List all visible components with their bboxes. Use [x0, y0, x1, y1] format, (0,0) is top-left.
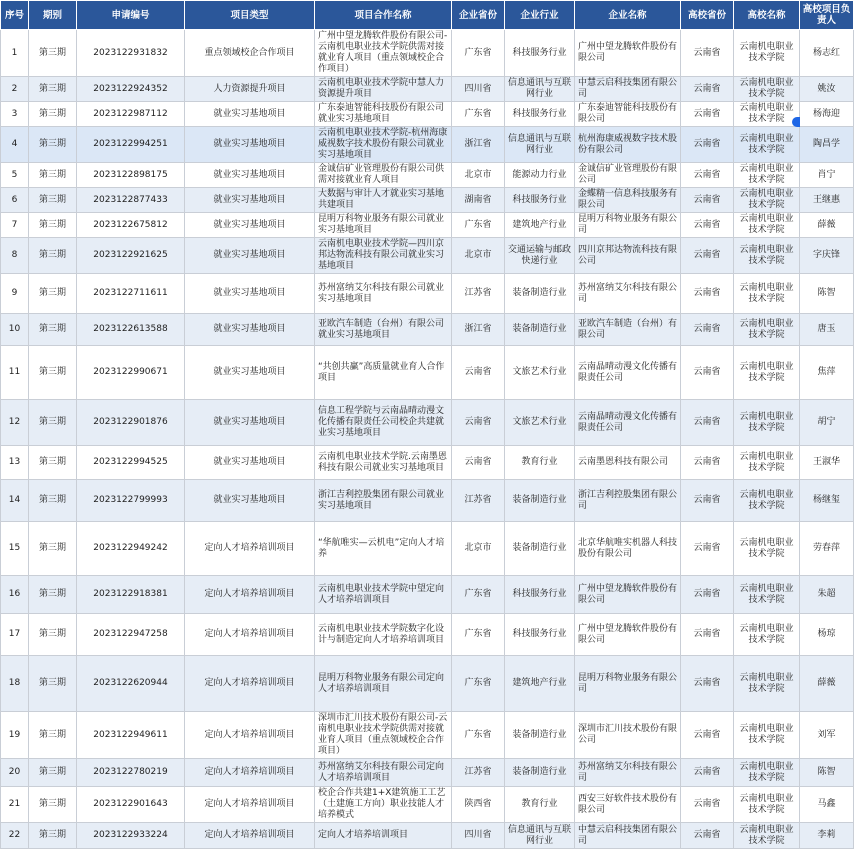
cell-project-name: 大数据与审计人才就业实习基地共建项目	[315, 188, 452, 213]
cell-project-type: 就业实习基地项目	[185, 238, 315, 274]
cell-company-name: 广州中望龙腾软件股份有限公司	[575, 614, 681, 656]
cell-project-name: 校企合作共建1+X建筑施工工艺（土建施工方向）职业技能人才培养模式	[315, 787, 452, 823]
cell-period: 第三期	[29, 759, 77, 787]
cell-project-name: 苏州富纳艾尔科技有限公司定向人才培养培训项目	[315, 759, 452, 787]
cell-application-no: 2023122987112	[77, 102, 185, 127]
table-row[interactable]	[1, 480, 854, 522]
cell-company-province: 江苏省	[452, 274, 505, 314]
cell-company-province: 广东省	[452, 30, 505, 77]
cell-school-name: 云南机电职业技术学院	[734, 77, 800, 102]
cell-project-type: 就业实习基地项目	[185, 213, 315, 238]
cell-school-lead: 王继惠	[800, 188, 854, 213]
cell-period: 第三期	[29, 823, 77, 849]
cell-company-name: 广东泰迪智能科技股份有限公司	[575, 102, 681, 127]
cell-school-lead: 李莉	[800, 823, 854, 849]
cell-index: 3	[1, 102, 29, 127]
cell-project-type: 就业实习基地项目	[185, 400, 315, 446]
cell-application-no: 2023122877433	[77, 188, 185, 213]
cell-period: 第三期	[29, 576, 77, 614]
cell-school-lead: 王淑华	[800, 446, 854, 480]
cell-school-province: 云南省	[681, 188, 734, 213]
cell-project-type: 就业实习基地项目	[185, 163, 315, 188]
cell-school-name: 云南机电职业技术学院	[734, 400, 800, 446]
cell-company-industry: 建筑地产行业	[505, 656, 575, 712]
table-row[interactable]	[1, 346, 854, 400]
table-row[interactable]	[1, 576, 854, 614]
cell-company-name: 金蝶精一信息科技服务有限公司	[575, 188, 681, 213]
cell-school-province: 云南省	[681, 30, 734, 77]
cell-school-name: 云南机电职业技术学院	[734, 823, 800, 849]
cell-company-province: 云南省	[452, 346, 505, 400]
cell-school-lead: 杨继玺	[800, 480, 854, 522]
cell-project-type: 就业实习基地项目	[185, 480, 315, 522]
cell-school-name: 云南机电职业技术学院	[734, 127, 800, 163]
cell-project-type: 定向人才培养培训项目	[185, 787, 315, 823]
cell-school-lead: 姚汝	[800, 77, 854, 102]
cell-company-industry: 能源动力行业	[505, 163, 575, 188]
cell-school-name: 云南机电职业技术学院	[734, 163, 800, 188]
cell-school-province: 云南省	[681, 400, 734, 446]
cell-index: 8	[1, 238, 29, 274]
cell-company-name: 苏州富纳艾尔科技有限公司	[575, 759, 681, 787]
cell-period: 第三期	[29, 522, 77, 576]
cell-school-name: 云南机电职业技术学院	[734, 346, 800, 400]
cell-period: 第三期	[29, 127, 77, 163]
cell-period: 第三期	[29, 213, 77, 238]
cell-school-province: 云南省	[681, 446, 734, 480]
cell-project-name: 昆明万科物业服务有限公司定向人才培养培训项目	[315, 656, 452, 712]
cell-company-name: 深圳市汇川技术股份有限公司	[575, 712, 681, 759]
cell-school-lead: 胡宁	[800, 400, 854, 446]
cell-project-name: 亚欧汽车制造（台州）有限公司就业实习基地项目	[315, 314, 452, 346]
cell-company-name: 浙江吉利控股集团有限公司	[575, 480, 681, 522]
cell-period: 第三期	[29, 188, 77, 213]
cell-project-name: 深圳市汇川技术股份有限公司-云南机电职业技术学院供需对接就业育人项目（重点领域校企合作项目）	[315, 712, 452, 759]
cell-school-province: 云南省	[681, 480, 734, 522]
cell-project-type: 定向人才培养培训项目	[185, 656, 315, 712]
cell-company-industry: 装备制造行业	[505, 274, 575, 314]
cell-school-name: 云南机电职业技术学院	[734, 446, 800, 480]
cell-school-province: 云南省	[681, 274, 734, 314]
table-row[interactable]	[1, 400, 854, 446]
cell-company-name: 中慧云启科技集团有限公司	[575, 823, 681, 849]
cell-project-name: 云南机电职业技术学院中慧人力资源提升项目	[315, 77, 452, 102]
cell-company-industry: 信息通讯与互联网行业	[505, 823, 575, 849]
cell-application-no: 2023122931832	[77, 30, 185, 77]
cell-index: 22	[1, 823, 29, 849]
col-header-school-name[interactable]: 高校名称	[734, 1, 800, 30]
table-row[interactable]	[1, 274, 854, 314]
cell-project-name: “共创共赢”高质量就业育人合作项目	[315, 346, 452, 400]
cell-project-name: 云南机电职业技术学院中望定向人才培养培训项目	[315, 576, 452, 614]
table-row[interactable]	[1, 787, 854, 823]
table-row[interactable]	[1, 30, 854, 77]
cell-company-industry: 教育行业	[505, 446, 575, 480]
cell-application-no: 2023122613588	[77, 314, 185, 346]
cell-index: 5	[1, 163, 29, 188]
cell-company-industry: 信息通讯与互联网行业	[505, 77, 575, 102]
cell-company-industry: 信息通讯与互联网行业	[505, 127, 575, 163]
cell-company-name: 杭州海康威视数字技术股份有限公司	[575, 127, 681, 163]
cell-application-no: 2023122933224	[77, 823, 185, 849]
cell-company-name: 广州中望龙腾软件股份有限公司	[575, 576, 681, 614]
cell-application-no: 2023122994251	[77, 127, 185, 163]
cell-application-no: 2023122711611	[77, 274, 185, 314]
cell-company-industry: 文旅艺术行业	[505, 400, 575, 446]
cell-school-province: 云南省	[681, 314, 734, 346]
cell-index: 10	[1, 314, 29, 346]
cell-application-no: 2023122990671	[77, 346, 185, 400]
cell-project-name: 苏州富纳艾尔科技有限公司就业实习基地项目	[315, 274, 452, 314]
cell-school-lead: 薛薇	[800, 656, 854, 712]
cell-company-name: 云南墨恩科技有限公司	[575, 446, 681, 480]
col-header-project-name[interactable]: 项目合作名称	[315, 1, 452, 30]
cell-period: 第三期	[29, 787, 77, 823]
cell-school-name: 云南机电职业技术学院	[734, 656, 800, 712]
col-header-company-name[interactable]: 企业名称	[575, 1, 681, 30]
cell-school-lead: 朱超	[800, 576, 854, 614]
cell-school-lead: 陈智	[800, 274, 854, 314]
cell-index: 7	[1, 213, 29, 238]
cell-school-province: 云南省	[681, 77, 734, 102]
cell-school-province: 云南省	[681, 102, 734, 127]
cell-school-name: 云南机电职业技术学院	[734, 102, 800, 127]
cell-project-name: 浙江吉利控股集团有限公司就业实习基地项目	[315, 480, 452, 522]
col-header-school-province[interactable]: 高校省份	[681, 1, 734, 30]
cell-company-province: 浙江省	[452, 314, 505, 346]
cell-school-lead: 薛薇	[800, 213, 854, 238]
cell-school-name: 云南机电职业技术学院	[734, 522, 800, 576]
cell-company-name: 昆明万科物业服务有限公司	[575, 213, 681, 238]
cell-company-province: 广东省	[452, 102, 505, 127]
cell-company-name: 北京华航唯实机器人科技股份有限公司	[575, 522, 681, 576]
cell-company-province: 江苏省	[452, 759, 505, 787]
cell-company-province: 江苏省	[452, 480, 505, 522]
cell-project-type: 就业实习基地项目	[185, 446, 315, 480]
cell-company-province: 浙江省	[452, 127, 505, 163]
cell-school-name: 云南机电职业技术学院	[734, 188, 800, 213]
cell-school-lead: 刘军	[800, 712, 854, 759]
cell-company-industry: 科技服务行业	[505, 188, 575, 213]
cell-school-name: 云南机电职业技术学院	[734, 712, 800, 759]
cell-index: 11	[1, 346, 29, 400]
cell-company-name: 苏州富纳艾尔科技有限公司	[575, 274, 681, 314]
cell-company-province: 北京市	[452, 238, 505, 274]
cell-period: 第三期	[29, 446, 77, 480]
cell-company-industry: 装备制造行业	[505, 314, 575, 346]
cell-school-province: 云南省	[681, 127, 734, 163]
cell-company-industry: 交通运输与邮政快递行业	[505, 238, 575, 274]
cell-company-name: 亚欧汽车制造（台州）有限公司	[575, 314, 681, 346]
cell-period: 第三期	[29, 163, 77, 188]
cell-project-name: “华航唯实—云机电”定向人才培养	[315, 522, 452, 576]
table-row[interactable]	[1, 102, 854, 127]
cell-school-lead: 劳春萍	[800, 522, 854, 576]
cell-project-type: 就业实习基地项目	[185, 346, 315, 400]
cell-school-province: 云南省	[681, 787, 734, 823]
cell-index: 20	[1, 759, 29, 787]
cell-project-type: 就业实习基地项目	[185, 314, 315, 346]
header-row	[1, 1, 854, 30]
cell-school-lead: 焦萍	[800, 346, 854, 400]
table-row[interactable]	[1, 188, 854, 213]
cell-period: 第三期	[29, 614, 77, 656]
col-header-company-province[interactable]: 企业省份	[452, 1, 505, 30]
cell-school-province: 云南省	[681, 823, 734, 849]
cell-school-province: 云南省	[681, 213, 734, 238]
cell-application-no: 2023122949611	[77, 712, 185, 759]
cell-index: 12	[1, 400, 29, 446]
cell-index: 1	[1, 30, 29, 77]
cell-index: 14	[1, 480, 29, 522]
cell-application-no: 2023122924352	[77, 77, 185, 102]
col-header-application-no[interactable]: 申请编号	[77, 1, 185, 30]
cell-project-name: 广州中望龙腾软件股份有限公司-云南机电职业技术学院供需对接就业育人项目（重点领域校企合作项目）	[315, 30, 452, 77]
cell-project-name: 金诚信矿业管理股份有限公司供需对接就业育人项目	[315, 163, 452, 188]
cell-period: 第三期	[29, 480, 77, 522]
cell-company-industry: 装备制造行业	[505, 480, 575, 522]
cell-company-industry: 科技服务行业	[505, 30, 575, 77]
cell-company-province: 广东省	[452, 712, 505, 759]
table-row[interactable]	[1, 163, 854, 188]
col-header-project-type[interactable]: 项目类型	[185, 1, 315, 30]
table-row[interactable]	[1, 314, 854, 346]
table-row[interactable]	[1, 614, 854, 656]
cell-project-name: 云南机电职业技术学院—四川京邦达物流科技有限公司就业实习基地项目	[315, 238, 452, 274]
cell-application-no: 2023122918381	[77, 576, 185, 614]
cell-company-province: 广东省	[452, 213, 505, 238]
cell-school-province: 云南省	[681, 656, 734, 712]
cell-company-province: 北京市	[452, 522, 505, 576]
cell-application-no: 2023122901643	[77, 787, 185, 823]
cell-application-no: 2023122675812	[77, 213, 185, 238]
cell-company-province: 四川省	[452, 77, 505, 102]
cell-period: 第三期	[29, 712, 77, 759]
cell-index: 4	[1, 127, 29, 163]
cell-company-industry: 科技服务行业	[505, 614, 575, 656]
table-row[interactable]	[1, 238, 854, 274]
cell-project-type: 定向人才培养培训项目	[185, 759, 315, 787]
table-row[interactable]	[1, 712, 854, 759]
cell-school-province: 云南省	[681, 163, 734, 188]
cell-period: 第三期	[29, 102, 77, 127]
cell-school-lead: 杨琼	[800, 614, 854, 656]
cell-project-name: 信息工程学院与云南晶晴动漫文化传播有限责任公司校企共建就业实习基地项目	[315, 400, 452, 446]
cell-school-province: 云南省	[681, 614, 734, 656]
cell-school-province: 云南省	[681, 759, 734, 787]
table-row[interactable]	[1, 213, 854, 238]
cell-period: 第三期	[29, 314, 77, 346]
cell-period: 第三期	[29, 77, 77, 102]
cell-period: 第三期	[29, 30, 77, 77]
cell-index: 2	[1, 77, 29, 102]
cell-project-name: 定向人才培养培训项目	[315, 823, 452, 849]
cell-company-province: 广东省	[452, 614, 505, 656]
cell-company-province: 北京市	[452, 163, 505, 188]
cell-index: 9	[1, 274, 29, 314]
table-row[interactable]	[1, 656, 854, 712]
table-row[interactable]	[1, 823, 854, 849]
cell-index: 13	[1, 446, 29, 480]
cell-company-province: 云南省	[452, 400, 505, 446]
cell-period: 第三期	[29, 238, 77, 274]
cell-school-lead: 陶昌学	[800, 127, 854, 163]
cell-project-name: 云南机电职业技术学院数字化设计与制造定向人才培养培训项目	[315, 614, 452, 656]
cell-index: 21	[1, 787, 29, 823]
cell-application-no: 2023122799993	[77, 480, 185, 522]
cell-application-no: 2023122947258	[77, 614, 185, 656]
table-body	[1, 30, 854, 849]
cell-company-province: 陕西省	[452, 787, 505, 823]
cell-index: 18	[1, 656, 29, 712]
cell-index: 19	[1, 712, 29, 759]
cell-project-type: 人力资源提升项目	[185, 77, 315, 102]
cell-company-industry: 装备制造行业	[505, 712, 575, 759]
cell-school-province: 云南省	[681, 522, 734, 576]
table-row[interactable]	[1, 446, 854, 480]
cell-school-lead: 唐玉	[800, 314, 854, 346]
cell-school-name: 云南机电职业技术学院	[734, 614, 800, 656]
cell-school-province: 云南省	[681, 238, 734, 274]
cell-project-type: 就业实习基地项目	[185, 127, 315, 163]
cell-index: 16	[1, 576, 29, 614]
cell-company-province: 广东省	[452, 656, 505, 712]
cell-application-no: 2023122901876	[77, 400, 185, 446]
cell-project-type: 定向人才培养培训项目	[185, 712, 315, 759]
cell-school-name: 云南机电职业技术学院	[734, 576, 800, 614]
cell-project-type: 定向人才培养培训项目	[185, 522, 315, 576]
cell-company-province: 湖南省	[452, 188, 505, 213]
cell-company-industry: 科技服务行业	[505, 102, 575, 127]
cell-project-name: 云南机电职业技术学院-杭州海康威视数字技术股份有限公司就业实习基地项目	[315, 127, 452, 163]
cell-school-name: 云南机电职业技术学院	[734, 787, 800, 823]
cell-period: 第三期	[29, 274, 77, 314]
cell-school-name: 云南机电职业技术学院	[734, 238, 800, 274]
cell-index: 15	[1, 522, 29, 576]
cell-application-no: 2023122949242	[77, 522, 185, 576]
cell-school-province: 云南省	[681, 576, 734, 614]
col-header-period[interactable]: 期别	[29, 1, 77, 30]
cell-company-name: 广州中望龙腾软件股份有限公司	[575, 30, 681, 77]
cell-application-no: 2023122620944	[77, 656, 185, 712]
cell-index: 17	[1, 614, 29, 656]
cell-index: 6	[1, 188, 29, 213]
cell-project-type: 重点领域校企合作项目	[185, 30, 315, 77]
cell-company-province: 四川省	[452, 823, 505, 849]
cell-project-name: 广东泰迪智能科技股份有限公司就业实习基地项目	[315, 102, 452, 127]
cell-company-name: 金诚信矿业管理股份有限公司	[575, 163, 681, 188]
cell-school-name: 云南机电职业技术学院	[734, 213, 800, 238]
cell-project-type: 就业实习基地项目	[185, 188, 315, 213]
cell-project-name: 云南机电职业技术学院.云南墨恩科技有限公司就业实习基地项目	[315, 446, 452, 480]
cell-company-province: 云南省	[452, 446, 505, 480]
cell-application-no: 2023122994525	[77, 446, 185, 480]
table-row[interactable]	[1, 77, 854, 102]
cell-school-lead: 肖宁	[800, 163, 854, 188]
cell-school-province: 云南省	[681, 712, 734, 759]
cell-company-name: 西安三好软件技术股份有限公司	[575, 787, 681, 823]
cell-application-no: 2023122780219	[77, 759, 185, 787]
cell-company-name: 云南晶晴动漫文化传播有限责任公司	[575, 400, 681, 446]
cell-project-type: 定向人才培养培训项目	[185, 823, 315, 849]
cell-period: 第三期	[29, 346, 77, 400]
cell-period: 第三期	[29, 400, 77, 446]
cell-project-type: 就业实习基地项目	[185, 274, 315, 314]
table-row[interactable]	[1, 127, 854, 163]
cell-company-name: 中慧云启科技集团有限公司	[575, 77, 681, 102]
cell-school-lead: 陈智	[800, 759, 854, 787]
cell-project-name: 昆明万科物业服务有限公司就业实习基地项目	[315, 213, 452, 238]
cell-school-name: 云南机电职业技术学院	[734, 480, 800, 522]
cell-application-no: 2023122921625	[77, 238, 185, 274]
cell-company-industry: 装备制造行业	[505, 522, 575, 576]
cell-project-type: 定向人才培养培训项目	[185, 576, 315, 614]
scroll-marker[interactable]	[792, 117, 800, 127]
cell-company-industry: 文旅艺术行业	[505, 346, 575, 400]
cell-school-name: 云南机电职业技术学院	[734, 314, 800, 346]
table-row[interactable]	[1, 759, 854, 787]
cell-school-name: 云南机电职业技术学院	[734, 759, 800, 787]
table-row[interactable]	[1, 522, 854, 576]
cell-period: 第三期	[29, 656, 77, 712]
cell-school-lead: 杨海迎	[800, 102, 854, 127]
cell-school-lead: 马鑫	[800, 787, 854, 823]
col-header-index[interactable]: 序号	[1, 1, 29, 30]
cell-project-type: 就业实习基地项目	[185, 102, 315, 127]
cell-company-industry: 建筑地产行业	[505, 213, 575, 238]
cell-project-type: 定向人才培养培训项目	[185, 614, 315, 656]
cell-school-lead: 字庆锋	[800, 238, 854, 274]
cell-application-no: 2023122898175	[77, 163, 185, 188]
cell-school-name: 云南机电职业技术学院	[734, 30, 800, 77]
col-header-school-lead[interactable]: 高校项目负责人	[800, 1, 854, 30]
cell-company-name: 昆明万科物业服务有限公司	[575, 656, 681, 712]
cell-company-industry: 装备制造行业	[505, 759, 575, 787]
col-header-company-industry[interactable]: 企业行业	[505, 1, 575, 30]
cell-company-name: 四川京邦达物流科技有限公司	[575, 238, 681, 274]
cell-school-name: 云南机电职业技术学院	[734, 274, 800, 314]
cell-school-lead: 杨志红	[800, 30, 854, 77]
cell-company-name: 云南晶晴动漫文化传播有限责任公司	[575, 346, 681, 400]
cell-school-province: 云南省	[681, 346, 734, 400]
cell-company-industry: 教育行业	[505, 787, 575, 823]
cell-company-industry: 科技服务行业	[505, 576, 575, 614]
cell-company-province: 广东省	[452, 576, 505, 614]
